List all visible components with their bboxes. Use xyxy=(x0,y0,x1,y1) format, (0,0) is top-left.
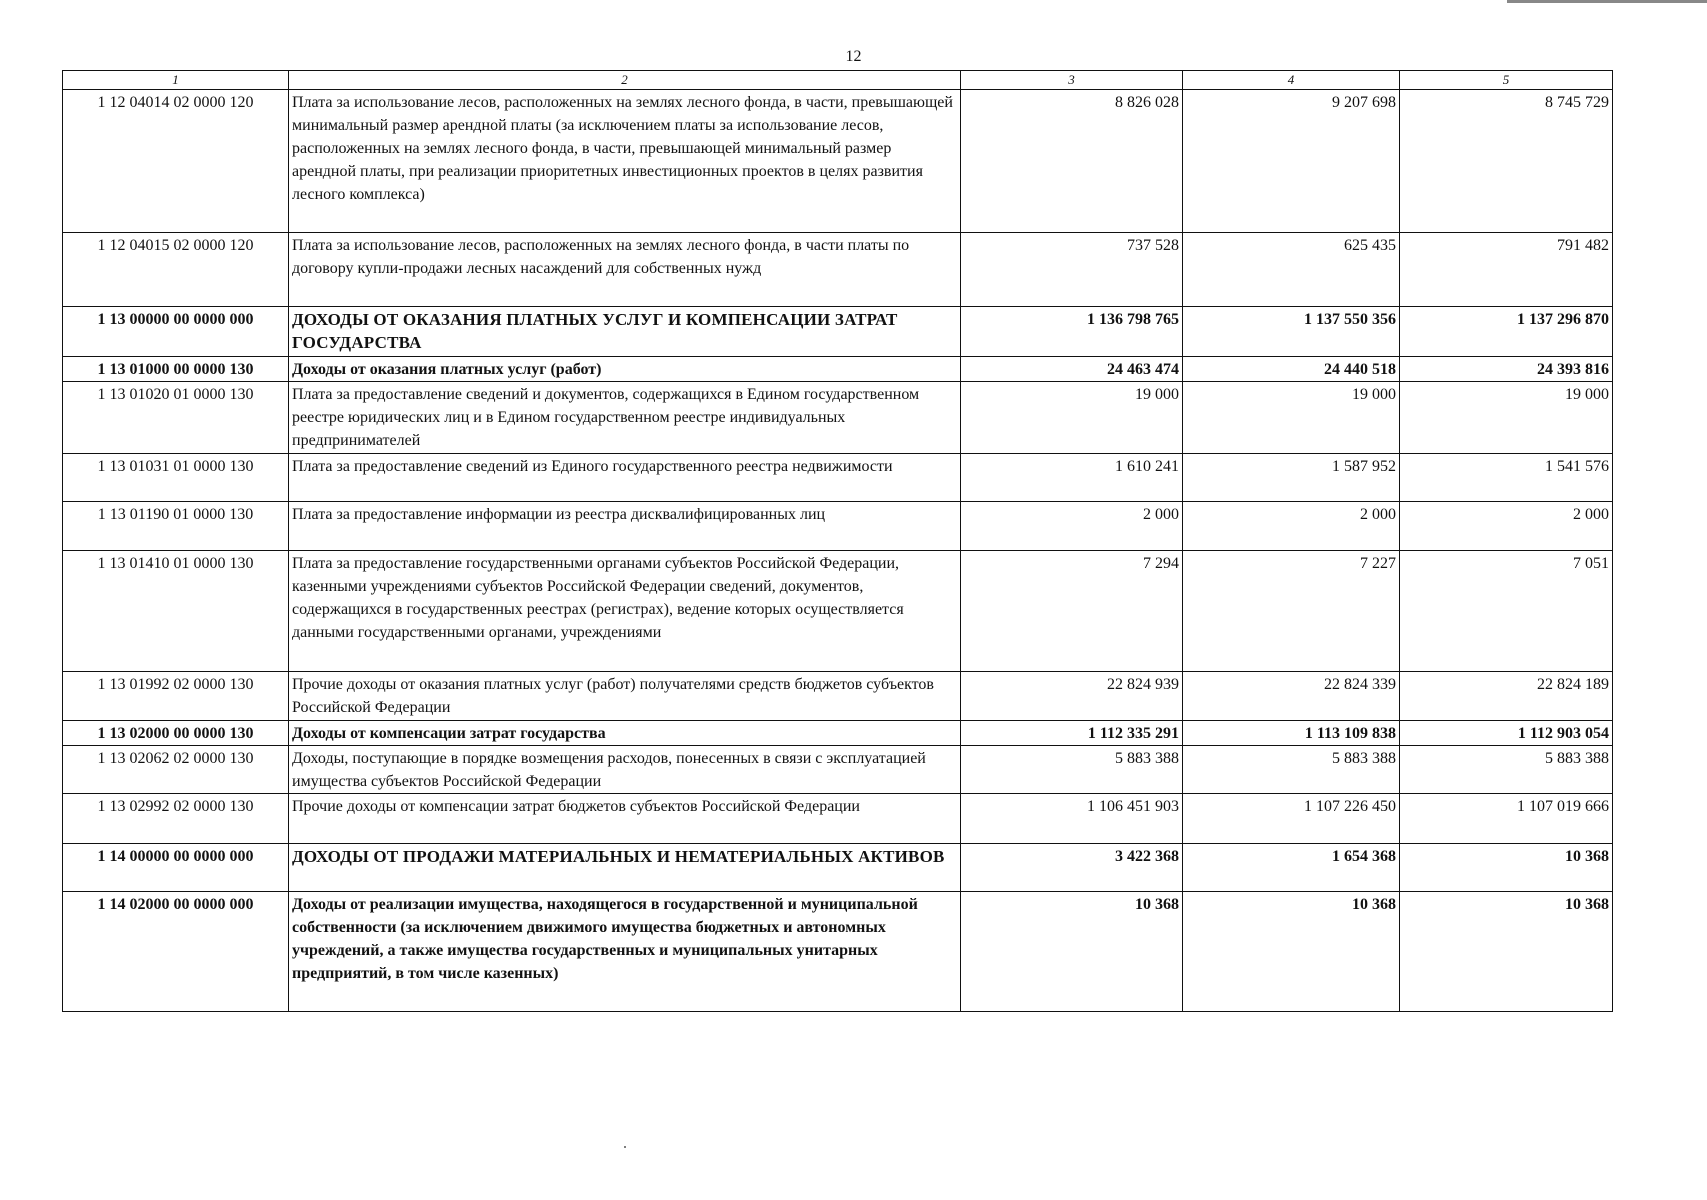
row-value-2: 1 654 368 xyxy=(1183,844,1400,892)
row-value-1: 1 112 335 291 xyxy=(961,721,1183,746)
row-value-3: 1 137 296 870 xyxy=(1400,307,1613,357)
table-header-row xyxy=(63,71,1613,90)
row-value-1: 1 136 798 765 xyxy=(961,307,1183,357)
row-value-3: 5 883 388 xyxy=(1400,746,1613,794)
row-code: 1 12 04015 02 0000 120 xyxy=(63,233,289,307)
row-value-1: 24 463 474 xyxy=(961,357,1183,382)
row-value-1: 19 000 xyxy=(961,382,1183,454)
row-value-1: 3 422 368 xyxy=(961,844,1183,892)
row-code: 1 13 01000 00 0000 130 xyxy=(63,357,289,382)
table-row xyxy=(63,892,1613,1012)
table-row xyxy=(63,721,1613,746)
row-value-2: 7 227 xyxy=(1183,551,1400,672)
row-name: Доходы от оказания платных услуг (работ) xyxy=(289,357,961,382)
row-value-1: 7 294 xyxy=(961,551,1183,672)
table-row xyxy=(63,551,1613,672)
row-name: Доходы от компенсации затрат государства xyxy=(289,721,961,746)
row-value-2: 10 368 xyxy=(1183,892,1400,1012)
table-row xyxy=(63,746,1613,794)
table-row xyxy=(63,454,1613,502)
row-value-3: 1 112 903 054 xyxy=(1400,721,1613,746)
row-value-3: 8 745 729 xyxy=(1400,90,1613,233)
row-name: Плата за предоставление сведений и документов, содержащихся в Едином государственном реестре юридических лиц и в Едином государственном реестре индивидуальных предпринимателей xyxy=(289,382,961,454)
row-name: Плата за использование лесов, расположенных на землях лесного фонда, в части, превышающей минимальный размер арендной платы (за исключением платы за использование лесов, расположенных на землях лесного фонда, в части, превышающей минимальный размер арендной платы, при реализации приоритетных инвестиционных проектов в целях развития лесного комплекса) xyxy=(289,90,961,233)
row-value-1: 10 368 xyxy=(961,892,1183,1012)
table-row xyxy=(63,502,1613,551)
row-value-2: 1 113 109 838 xyxy=(1183,721,1400,746)
row-value-2: 9 207 698 xyxy=(1183,90,1400,233)
row-code: 1 12 04014 02 0000 120 xyxy=(63,90,289,233)
row-value-2: 22 824 339 xyxy=(1183,672,1400,721)
row-value-2: 1 107 226 450 xyxy=(1183,794,1400,844)
row-name: Прочие доходы от оказания платных услуг (работ) получателями средств бюджетов субъектов Российской Федерации xyxy=(289,672,961,721)
row-value-1: 8 826 028 xyxy=(961,90,1183,233)
scan-artifact-dot xyxy=(624,1146,626,1148)
row-value-1: 22 824 939 xyxy=(961,672,1183,721)
row-name: Доходы, поступающие в порядке возмещения расходов, понесенных в связи с эксплуатацией имущества субъектов Российской Федерации xyxy=(289,746,961,794)
row-value-3: 10 368 xyxy=(1400,844,1613,892)
row-code: 1 13 01410 01 0000 130 xyxy=(63,551,289,672)
column-header-code: 1 xyxy=(63,71,289,90)
row-code: 1 13 02992 02 0000 130 xyxy=(63,794,289,844)
row-code: 1 13 02000 00 0000 130 xyxy=(63,721,289,746)
table-row xyxy=(63,307,1613,357)
row-value-3: 19 000 xyxy=(1400,382,1613,454)
row-value-2: 5 883 388 xyxy=(1183,746,1400,794)
row-value-3: 10 368 xyxy=(1400,892,1613,1012)
row-value-1: 5 883 388 xyxy=(961,746,1183,794)
column-header-name: 2 xyxy=(289,71,961,90)
table-row xyxy=(63,672,1613,721)
table-row xyxy=(63,844,1613,892)
table-row xyxy=(63,794,1613,844)
row-value-3: 24 393 816 xyxy=(1400,357,1613,382)
row-code: 1 13 01992 02 0000 130 xyxy=(63,672,289,721)
scan-edge-line xyxy=(1507,0,1707,3)
page-number: 12 xyxy=(845,48,862,65)
row-name: Плата за использование лесов, расположенных на землях лесного фонда, в части платы по договору купли-продажи лесных насаждений для собственных нужд xyxy=(289,233,961,307)
row-value-2: 24 440 518 xyxy=(1183,357,1400,382)
row-value-2: 1 587 952 xyxy=(1183,454,1400,502)
row-value-3: 1 541 576 xyxy=(1400,454,1613,502)
row-value-3: 1 107 019 666 xyxy=(1400,794,1613,844)
table-row xyxy=(63,382,1613,454)
row-code: 1 14 02000 00 0000 000 xyxy=(63,892,289,1012)
row-value-3: 2 000 xyxy=(1400,502,1613,551)
row-name: Плата за предоставление сведений из Единого государственного реестра недвижимости xyxy=(289,454,961,502)
row-value-2: 625 435 xyxy=(1183,233,1400,307)
budget-revenue-table xyxy=(62,70,1613,1012)
row-name: Доходы от реализации имущества, находящегося в государственной и муниципальной собственности (за исключением движимого имущества бюджетных и автономных учреждений, а также имущества государственных и муниципальных унитарных предприятий, в том числе казенных) xyxy=(289,892,961,1012)
row-value-3: 22 824 189 xyxy=(1400,672,1613,721)
row-value-1: 1 106 451 903 xyxy=(961,794,1183,844)
row-value-3: 7 051 xyxy=(1400,551,1613,672)
table-row xyxy=(63,357,1613,382)
row-code: 1 13 01031 01 0000 130 xyxy=(63,454,289,502)
row-value-1: 2 000 xyxy=(961,502,1183,551)
column-header-value-2: 4 xyxy=(1183,71,1400,90)
row-code: 1 13 01020 01 0000 130 xyxy=(63,382,289,454)
column-header-value-1: 3 xyxy=(961,71,1183,90)
row-value-1: 737 528 xyxy=(961,233,1183,307)
row-value-2: 19 000 xyxy=(1183,382,1400,454)
row-name: ДОХОДЫ ОТ ПРОДАЖИ МАТЕРИАЛЬНЫХ И НЕМАТЕРИАЛЬНЫХ АКТИВОВ xyxy=(289,844,961,892)
row-code: 1 14 00000 00 0000 000 xyxy=(63,844,289,892)
row-name: ДОХОДЫ ОТ ОКАЗАНИЯ ПЛАТНЫХ УСЛУГ И КОМПЕНСАЦИИ ЗАТРАТ ГОСУДАРСТВА xyxy=(289,307,961,357)
row-code: 1 13 00000 00 0000 000 xyxy=(63,307,289,357)
row-code: 1 13 01190 01 0000 130 xyxy=(63,502,289,551)
table-row xyxy=(63,233,1613,307)
row-value-2: 2 000 xyxy=(1183,502,1400,551)
row-code: 1 13 02062 02 0000 130 xyxy=(63,746,289,794)
table-row xyxy=(63,90,1613,233)
row-name: Прочие доходы от компенсации затрат бюджетов субъектов Российской Федерации xyxy=(289,794,961,844)
row-value-3: 791 482 xyxy=(1400,233,1613,307)
row-name: Плата за предоставление государственными органами субъектов Российской Федерации, казенными учреждениями субъектов Российской Федерации сведений, документов, содержащихся в государственных реестрах (регистрах), ведение которых осуществляется данными государственными органами, учреждениями xyxy=(289,551,961,672)
row-value-2: 1 137 550 356 xyxy=(1183,307,1400,357)
column-header-value-3: 5 xyxy=(1400,71,1613,90)
row-value-1: 1 610 241 xyxy=(961,454,1183,502)
row-name: Плата за предоставление информации из реестра дисквалифицированных лиц xyxy=(289,502,961,551)
